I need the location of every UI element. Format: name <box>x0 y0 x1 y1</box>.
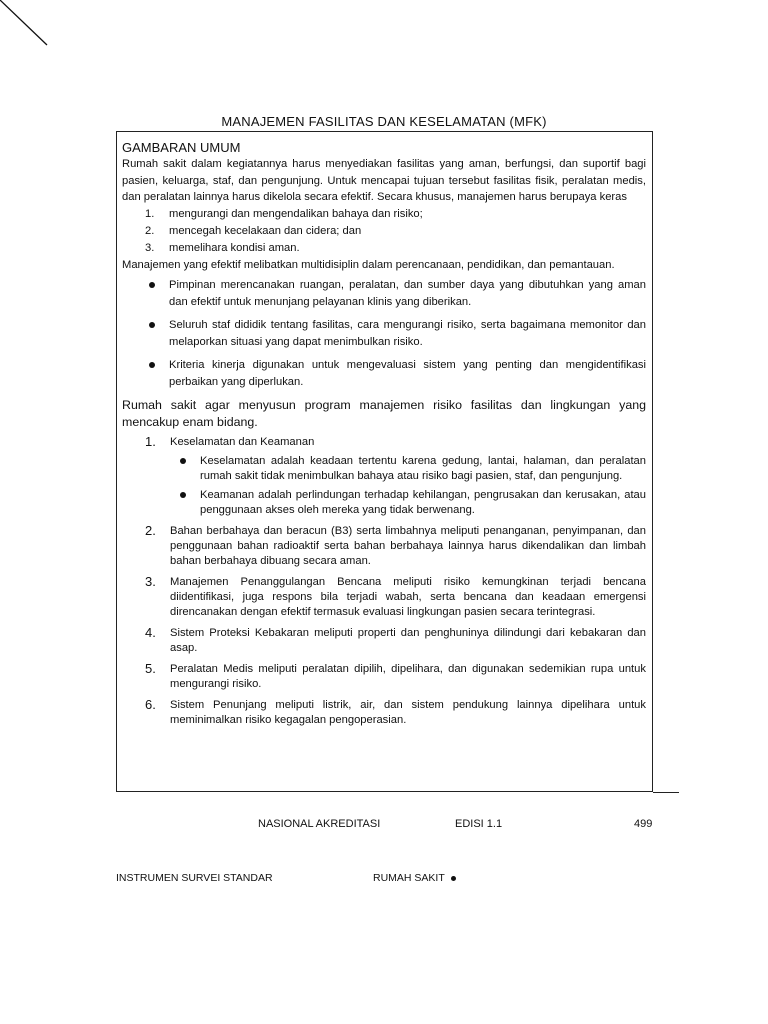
corner-fold-line <box>0 0 60 60</box>
list-item: 5. Peralatan Medis meliputi peralatan dipilih, dipelihara, dan digunakan sedemikian rupa untuk mengurangi risiko. <box>145 661 646 690</box>
list-item: Pimpinan merencanakan ruangan, peralatan, dan sumber daya yang dibutuhkan yang aman dan efektif untuk menunjang pelayanan klinis yang diberikan. <box>122 277 646 311</box>
document-title: MANAJEMEN FASILITAS DAN KESELAMATAN (MFK) <box>221 114 547 129</box>
list-item: Kriteria kinerja digunakan untuk mengevaluasi sistem yang penting dan mengidentifikasi perbaikan yang diperlukan. <box>122 357 646 391</box>
footer-edition: EDISI 1.1 <box>455 818 503 830</box>
list-item: 1. mengurangi dan mengendalikan bahaya dan risiko; <box>145 207 423 220</box>
list-item: Keselamatan adalah keadaan tertentu karena gedung, lantai, halaman, dan peralatan rumah sakit tidak menimbulkan bahaya atau risiko bagi pasien, staf, dan pengunjung. <box>170 454 646 484</box>
bullet-icon <box>180 458 186 464</box>
management-points <box>122 277 646 391</box>
content-frame <box>116 131 653 792</box>
bullet-icon <box>149 282 155 288</box>
bullet-icon <box>149 322 155 328</box>
list-item: 4. Sistem Proteksi Kebakaran meliputi properti dan penghuninya dilindungi dari kebakaran dan asap. <box>145 625 646 654</box>
bullet-icon <box>451 876 456 881</box>
bullet-icon <box>180 492 186 498</box>
efforts-list <box>122 206 646 257</box>
bullet-icon <box>149 362 155 368</box>
footer-hospital: RUMAH SAKIT <box>373 872 456 884</box>
footer-page-number: 499 <box>634 818 653 830</box>
frame-bottom-extension <box>653 792 679 793</box>
intro-paragraph: Rumah sakit dalam kegiatannya harus menyediakan fasilitas yang aman, berfungsi, dan suportif bagi pasien, keluarga, staf, dan pengunjung. Untuk mencapai tujuan tersebut fasilitas fisik, peralatan medis, dan peralatan lainnya harus dikelola secara efektif. Secara khusus, manajemen harus berupaya keras <box>122 158 646 203</box>
list-item: 3. Manajemen Penanggulangan Bencana meliputi risiko kemungkinan terjadi bencana diidentifikasi, juga respons bila terjadi wabah, serta bencana dan keadaan emergensi direncanakan dengan efektif termasuk evaluasi lingkungan pasien secara terintegrasi. <box>145 574 646 618</box>
footer-national: NASIONAL AKREDITASI <box>258 818 381 830</box>
management-paragraph: Manajemen yang efektif melibatkan multidisiplin dalam perencanaan, pendidikan, dan pemantauan. <box>122 258 615 271</box>
program-paragraph: Rumah sakit agar menyusun program manajemen risiko fasilitas dan lingkungan yang mencakup enam bidang. <box>122 398 646 429</box>
list-item: 3. memelihara kondisi aman. <box>145 241 300 254</box>
areas-list <box>122 435 646 728</box>
list-item: 6. Sistem Penunjang meliputi listrik, air, dan sistem pendukung lainnya dipelihara untuk meminimalkan risiko kegagalan pengoperasian. <box>145 697 646 726</box>
sub-list <box>170 454 646 518</box>
section-heading: GAMBARAN UMUM <box>122 140 241 155</box>
list-item: 2. mencegah kecelakaan dan cidera; dan <box>145 224 362 237</box>
list-item: 1. Keselamatan dan Keamanan Keselamatan adalah keadaan tertentu karena gedung, lantai, halaman, dan peralatan rumah sakit tidak menimbulkan bahaya atau risiko bagi pasien, staf, dan pengunjung. Keamanan adalah perlindungan terhadap kehilangan, pengrusakan dan kerusakan, atau penggunaan akses oleh mereka yang tidak berwenang. <box>145 434 646 516</box>
list-item: Seluruh staf dididik tentang fasilitas, cara mengurangi risiko, serta bagaimana memonitor dan melaporkan situasi yang dapat menimbulkan risiko. <box>122 317 646 351</box>
list-item: 2. Bahan berbahaya dan beracun (B3) serta limbahnya meliputi penanganan, penyimpanan, dan penggunaan bahan radioaktif serta bahan berbahaya lainnya harus dikendalikan dan limbah bahan berbahaya dibuang secara aman. <box>145 523 646 567</box>
footer-instrument: INSTRUMEN SURVEI STANDAR <box>116 872 273 884</box>
list-item: Keamanan adalah perlindungan terhadap kehilangan, pengrusakan dan kerusakan, atau penggunaan akses oleh mereka yang tidak berwenang. <box>170 488 646 518</box>
